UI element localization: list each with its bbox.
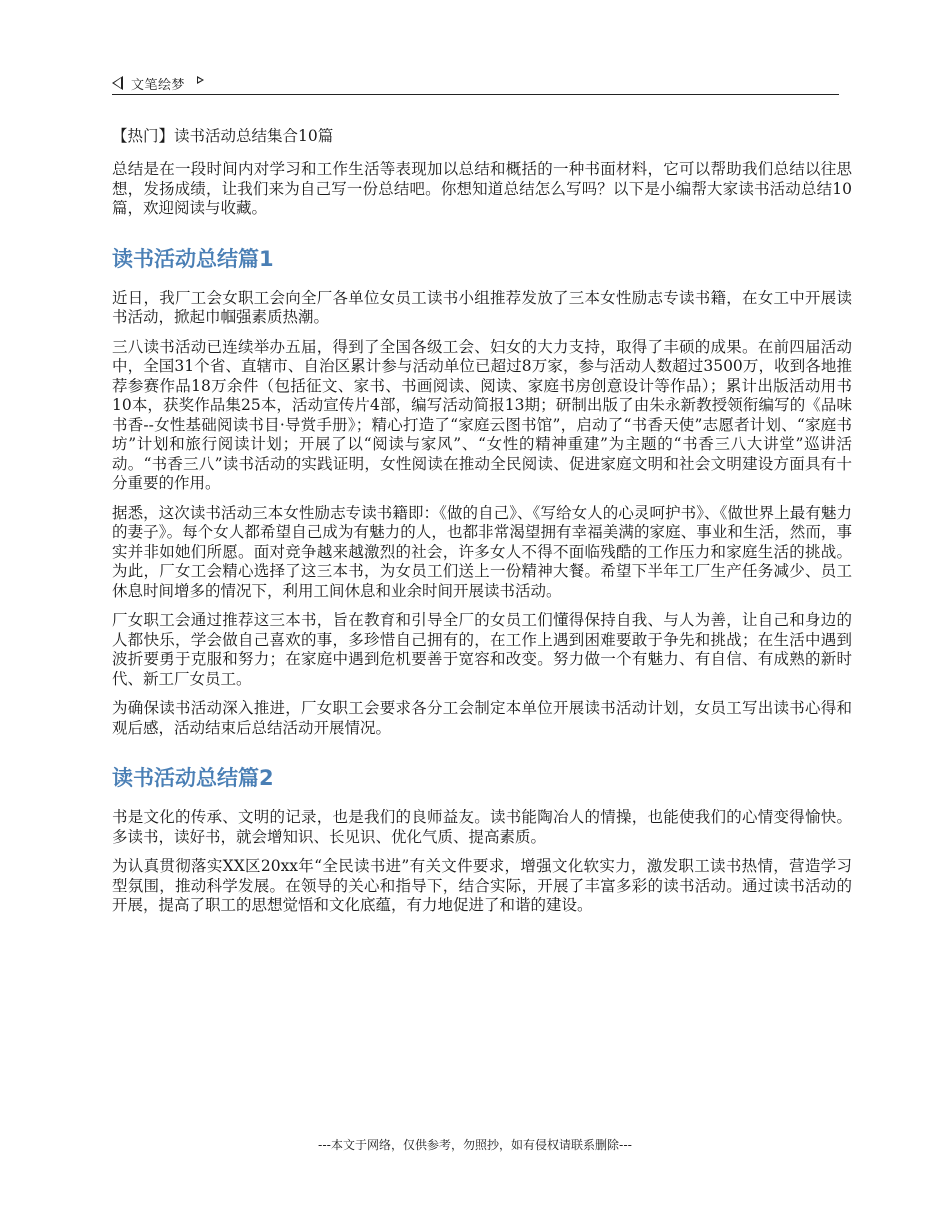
page-header — [112, 72, 839, 95]
section-heading-1: 读书活动总结篇1 — [112, 246, 274, 271]
section-2-paragraph: 为认真贯彻落实XX区20xx年“全民读书进”有关文件要求，增强文化软实力，激发职工读书热情，营造学习型氛围，推动科学发展。在领导的关心和指导下，结合实际，开展了丰富多彩的读书活动。通过读书活动的开展，提高了职工的思想觉悟和文化底蕴，有力地促进了和谐的建设。 — [112, 857, 852, 914]
page-footer-disclaimer: ---本文于网络，仅供参考，勿照抄，如有侵权请联系删除--- — [318, 1138, 632, 1152]
section-heading-2: 读书活动总结篇2 — [112, 766, 274, 790]
document-title: 【热门】读书活动总结集合10篇 — [112, 127, 334, 145]
section-1-paragraph: 三八读书活动已连续举办五届，得到了全国各级工会、妇女的大力支持，取得了丰硕的成果。在前四届活动中，全国31个省、直辖市、自治区累计参与活动单位已超过8万家，参与活动人数超过3500万，收到各地推荐参赛作品18万余件（包括征文、家书、书画阅读、阅读、家庭书房创意设计等作品）；累计出版活动用书10本，获奖作品集25本，活动宣传片4部，编写活动简报13期；研制出版了由朱永新教授领衔编写的《品味书香--女性基础阅读书目·导赏手册》；精心打造了“家庭云图书馆”，启动了“书香天使”志愿者计划、“家庭书坊”计划和旅行阅读计划；开展了以“阅读与家风”、“女性的精神重建”为主题的“书香三八大讲堂”巡讲活动。“书香三八”读书活动的实践证明，女性阅读在推动全民阅读、促进家庭文明和社会文明建设方面具有十分重要的作用。 — [112, 337, 852, 492]
section-1-paragraph: 厂女职工会通过推荐这三本书，旨在教育和引导全厂的女员工们懂得保持自我、与人为善，让自己和身边的人都快乐，学会做自己喜欢的事，多珍惜自己拥有的，在工作上遇到困难要敢于争先和挑战；在生活中遇到波折要勇于克服和努力；在家庭中遇到危机要善于宽容和改变。努力做一个有魅力、有自信、有成熟的新时代、新工厂女员工。 — [112, 611, 852, 688]
back-triangle-icon — [112, 76, 123, 90]
intro-paragraph: 总结是在一段时间内对学习和工作生活等表现加以总结和概括的一种书面材料，它可以帮助我们总结以往思想，发扬成绩，让我们来为自己写一份总结吧。你想知道总结怎么写吗？以下是小编帮大家读书活动总结10篇，欢迎阅读与收藏。 — [112, 160, 852, 217]
forward-triangle-icon — [197, 76, 204, 84]
section-2-paragraph: 书是文化的传承、文明的记录，也是我们的良师益友。读书能陶冶人的情操，也能使我们的心情变得愉快。多读书，读好书，就会增知识、长见识、优化气质、提高素质。 — [112, 808, 852, 846]
document-body — [112, 126, 852, 926]
section-1-paragraph: 据悉，这次读书活动三本女性励志专读书籍即：《做的自己》、《写给女人的心灵呵护书》、《做世界上最有魅力的妻子》。每个女人都希望自己成为有魅力的人，也都非常渴望拥有幸福美满的家庭、事业和生活，然而，事实并非如她们所愿。面对竞争越来越激烈的社会，许多女人不得不面临残酷的工作压力和家庭生活的挑战。为此，厂女工会精心选择了这三本书，为女员工们送上一份精神大餐。希望下半年工厂生产任务减少、员工休息时间增多的情况下，利用工间休息和业余时间开展读书活动。 — [112, 503, 852, 600]
section-1-paragraph: 为确保读书活动深入推进，厂女职工会要求各分工会制定本单位开展读书活动计划，女员工写出读书心得和观后感，活动结束后总结活动开展情况。 — [112, 699, 852, 737]
brand-name: 文笔绘梦 — [131, 77, 186, 93]
section-1-paragraph: 近日，我厂工会女职工会向全厂各单位女员工读书小组推荐发放了三本女性励志专读书籍，在女工中开展读书活动，掀起巾帼强素质热潮。 — [112, 288, 852, 326]
